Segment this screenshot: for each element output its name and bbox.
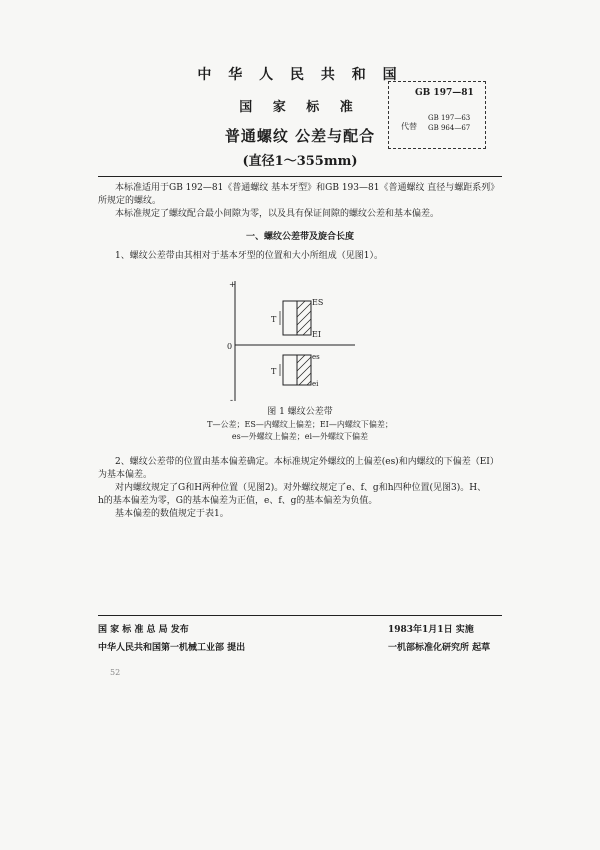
section-heading: 一、螺纹公差带及旋合长度 [245,232,354,242]
figure-caption: 图 1 螺纹公差带 [267,407,333,417]
internal-thread-hatch [297,301,311,335]
document-subtitle: (直径1～355mm) [242,154,358,169]
item-2-line: 为基本偏差。 [98,470,153,480]
drafter: 一机部标准化研究所 起草 [388,643,491,653]
item-2-line: 2、螺纹公差带的位置由基本偏差确定。本标准规定外螺纹的上偏差(es)和内螺纹的下偏差（EI） [115,457,499,467]
standard-type-heading: 国 家 标 准 [239,100,361,115]
replaced-standard: GB 964—67 [428,124,471,132]
EI-label: EI [312,330,321,339]
standard-number: GB 197—81 [415,88,474,98]
item-2-line: h的基本偏差为零，G的基本偏差为正值，e、f、g的基本偏差为负值。 [98,496,378,506]
plus-sign: + [229,280,236,289]
minus-sign: - [230,396,234,406]
page-number: 52 [110,668,121,677]
issuer: 国 家 标 准 总 局 发布 [98,625,189,635]
zero-label: 0 [227,342,233,351]
footer-rule [98,615,502,616]
intro-paragraph-line: 本标准适用于GB 192—81《普通螺纹 基本牙型》和GB 193—81《普通螺纹 直径与螺距系列》 [115,183,500,193]
item-1: 1、螺纹公差带由其相对于基本牙型的位置和大小所组成（见图1）。 [115,251,383,261]
item-2-line: 基本偏差的数值规定于表1。 [115,509,229,519]
ES-label: ES [312,298,324,307]
tolerance-zone-diagram [225,276,375,406]
tolerance-label-lower: T [271,367,277,376]
effective-date: 1983年1月1日 实施 [388,625,474,635]
figure-legend-line: es—外螺纹上偏差；ei—外螺纹下偏差 [231,432,369,441]
external-thread-hatch [297,355,311,385]
intro-paragraph-line: 所规定的螺纹。 [98,196,162,206]
tolerance-label-upper: T [271,315,277,324]
header-rule [98,176,502,177]
document-title: 普通螺纹 公差与配合 [224,127,376,145]
figure-legend-line: T—公差；ES—内螺纹上偏差；EI—内螺纹下偏差； [207,420,393,429]
country-heading: 中 华 人 民 共 和 国 [197,67,403,83]
intro-paragraph-line: 本标准规定了螺纹配合最小间隙为零，以及具有保证间隙的螺纹公差和基本偏差。 [115,209,440,219]
proposer: 中华人民共和国第一机械工业部 提出 [98,643,246,653]
replaces-label: 代替 [401,122,417,131]
item-2-line: 对内螺纹规定了G和H两种位置（见图2)。对外螺纹规定了e、f、g和h四种位置(见图3)。H、 [115,483,487,493]
es-label: es [312,353,320,361]
replaced-standard: GB 197—63 [428,114,471,122]
ei-label: ei [312,380,319,388]
